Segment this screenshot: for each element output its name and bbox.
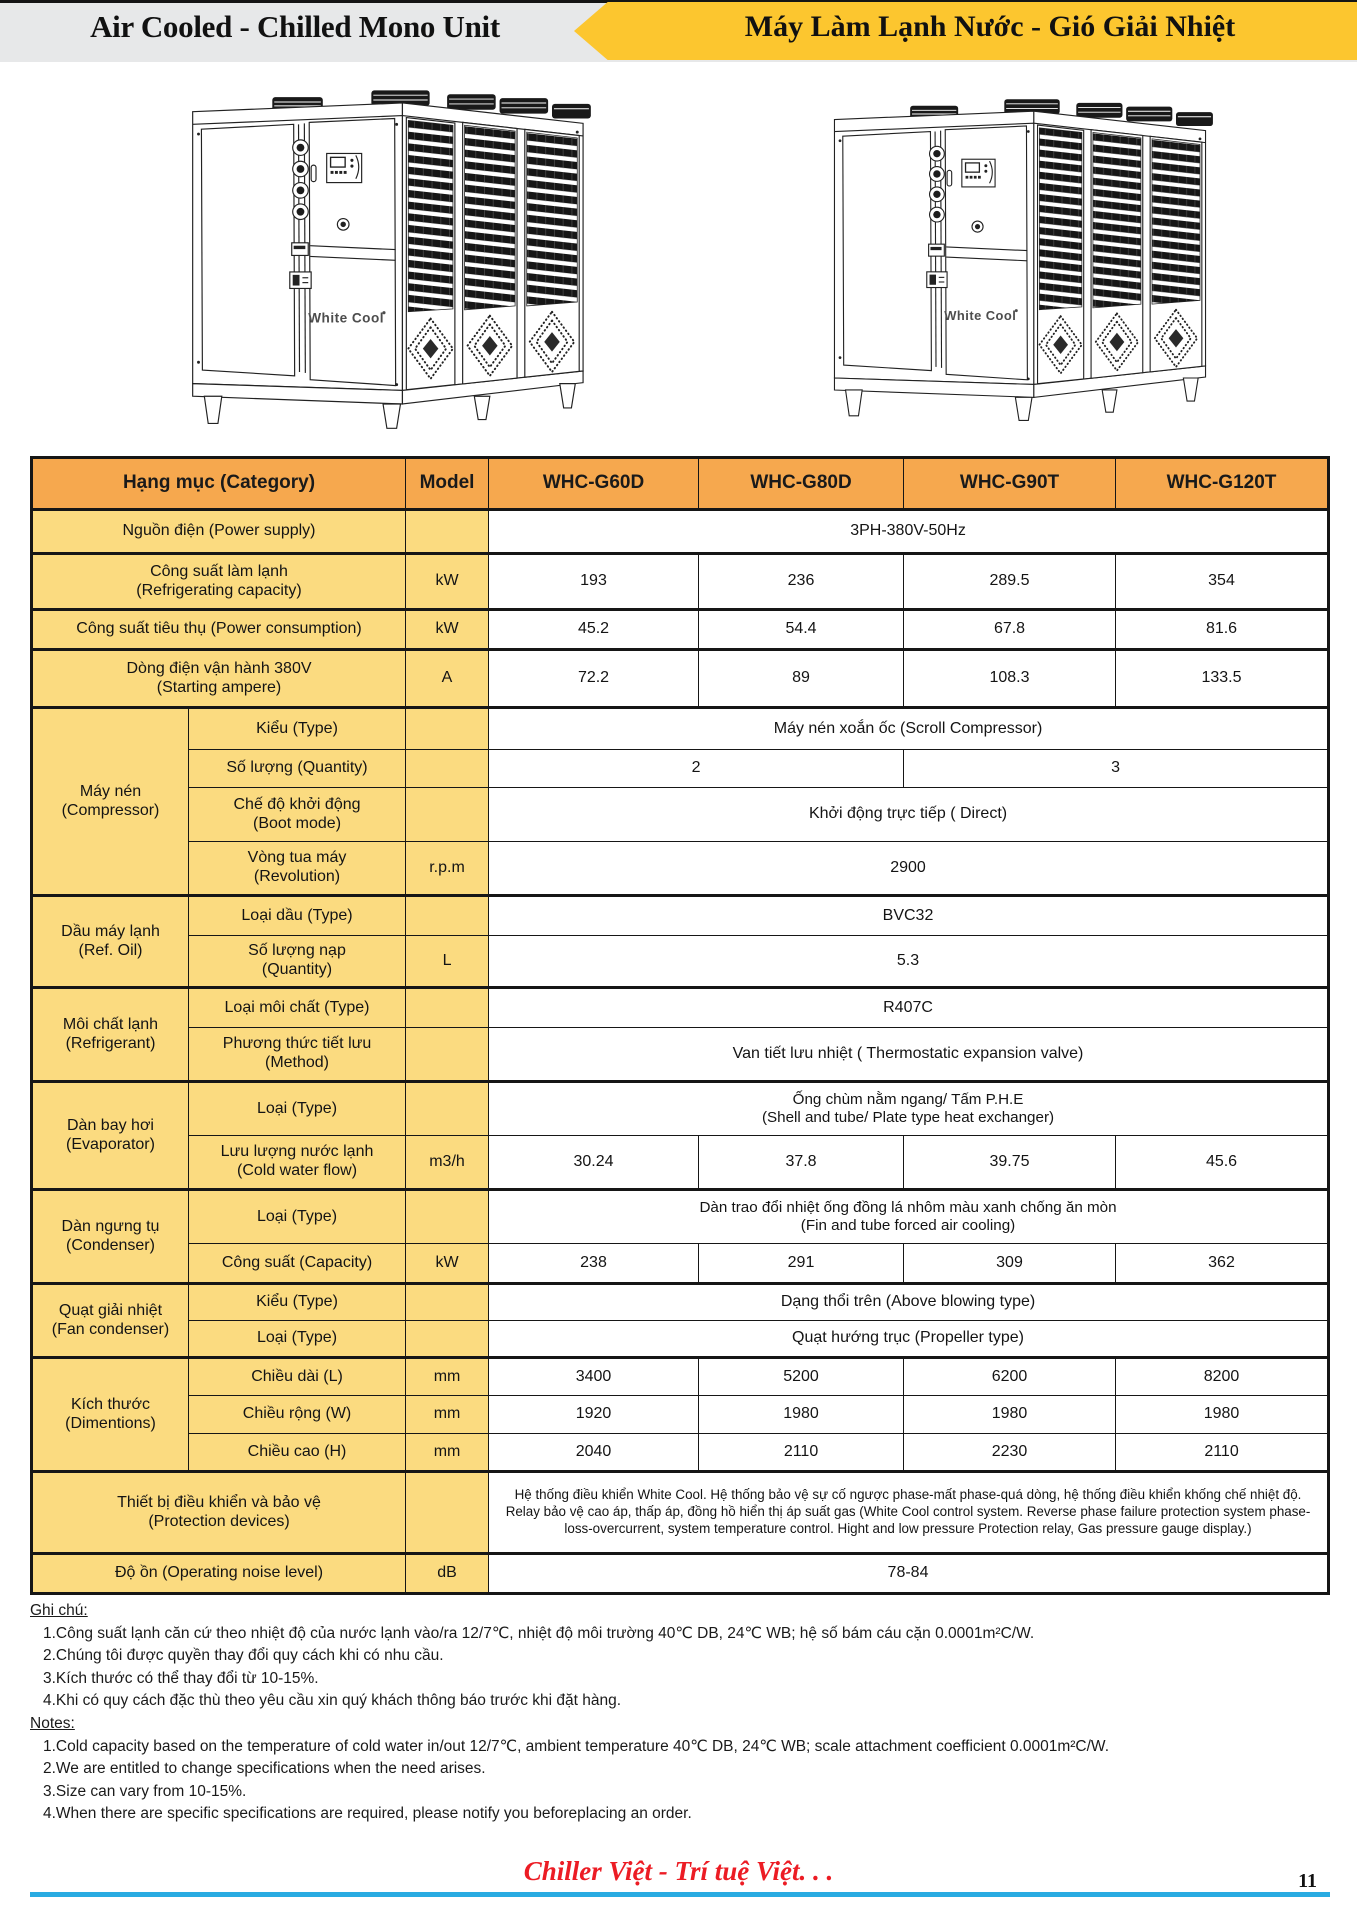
value-cell: 30.24 [489, 1136, 699, 1190]
row-label [32, 1472, 406, 1554]
group-label-refrigerant [32, 988, 189, 1082]
unit-cell [406, 896, 489, 936]
label-line: Môi chất lạnh [62, 1015, 159, 1033]
table-row [32, 1082, 1329, 1136]
row-label: Công suất (Capacity) [189, 1244, 406, 1284]
label-line: (Dimentions) [65, 1414, 156, 1432]
row-label [189, 1136, 406, 1190]
footer-slogan: Chiller Việt - Trí tuệ Việt. . . [523, 1856, 834, 1886]
row-label: Loại (Type) [189, 1321, 406, 1358]
column-header-model-3: WHC-G90T [904, 458, 1116, 510]
value-cell: 108.3 [904, 650, 1116, 708]
unit-cell: kW [406, 554, 489, 610]
value-cell: 2110 [1116, 1434, 1329, 1472]
value-cell: 3PH-380V-50Hz [489, 510, 1329, 554]
table-row [32, 510, 1329, 554]
row-label [189, 842, 406, 896]
value-cell: Van tiết lưu nhiệt ( Thermostatic expansion valve) [489, 1028, 1329, 1082]
value-line: Dàn trao đổi nhiệt ống đồng lá nhôm màu xanh chống ăn mòn [699, 1199, 1117, 1217]
value-cell: Máy nén xoắn ốc (Scroll Compressor) [489, 708, 1329, 750]
unit-cell [406, 750, 489, 788]
value-cell: 54.4 [699, 610, 904, 650]
note-item: 2.Chúng tôi được quyền thay đổi quy cách khi có nhu cầu. [43, 1647, 444, 1665]
table-row [32, 1358, 1329, 1396]
spec-table [30, 456, 1330, 1595]
label-line: (Boot mode) [252, 814, 342, 832]
label-line: Thiết bị điều khiển và bảo vệ [117, 1493, 321, 1511]
value-cell: 354 [1116, 554, 1329, 610]
table-row [32, 1321, 1329, 1358]
label-line: Dàn ngưng tụ [61, 1217, 160, 1235]
value-cell: 309 [904, 1244, 1116, 1284]
row-label: Loại dầu (Type) [189, 896, 406, 936]
value-cell: 2900 [489, 842, 1329, 896]
unit-cell: kW [406, 1244, 489, 1284]
value-cell: 193 [489, 554, 699, 610]
table-row [32, 1554, 1329, 1594]
unit-cell: kW [406, 610, 489, 650]
group-label-compressor [32, 708, 189, 896]
column-header-category: Hạng mục (Category) [32, 458, 406, 510]
row-label: Kiểu (Type) [189, 1284, 406, 1321]
unit-cell [406, 1028, 489, 1082]
value-line: (Fin and tube forced air cooling) [800, 1217, 1016, 1234]
notes-heading-vi: Ghi chú: [30, 1602, 88, 1619]
unit-cell: mm [406, 1358, 489, 1396]
value-cell: 72.2 [489, 650, 699, 708]
row-label: Kiểu (Type) [189, 708, 406, 750]
unit-cell [406, 708, 489, 750]
table-row [32, 1028, 1329, 1082]
notes-section [30, 1600, 1335, 1826]
unit-cell: mm [406, 1396, 489, 1434]
row-label: Loại (Type) [189, 1190, 406, 1244]
label-line: (Revolution) [253, 868, 341, 885]
row-label: Chiều dài (L) [189, 1358, 406, 1396]
unit-cell [406, 788, 489, 842]
page-number: 11 [1298, 1870, 1317, 1892]
row-label: Loại (Type) [189, 1082, 406, 1136]
table-row [32, 936, 1329, 988]
page-title-vietnamese: Máy Làm Lạnh Nước - Gió Giải Nhiệt [744, 10, 1236, 43]
label-line: Máy nén [79, 782, 142, 800]
row-label: Loại môi chất (Type) [189, 988, 406, 1028]
value-cell: 291 [699, 1244, 904, 1284]
column-header-model-1: WHC-G60D [489, 458, 699, 510]
table-header-row [32, 458, 1329, 510]
value-cell: Hệ thống điều khiển White Cool. Hệ thống bảo vệ sự cố ngược phase-mất phase-quá dòng, hệ thống điều khiển khống chế nhiệt độ. Relay bảo vệ cao áp, thấp áp, đồng hồ hiển thị áp suất gas (White Cool control system. Reverse phase failure protection system phase-loss-overcurrent, system temperature control. Hight and low pressure Protection relay, Gas pressure gauge display.) [489, 1472, 1329, 1554]
label-line: Quạt giải nhiệt [58, 1301, 163, 1319]
value-cell [489, 1190, 1329, 1244]
column-header-model: Model [406, 458, 489, 510]
value-cell: 1980 [904, 1396, 1116, 1434]
label-line: Dầu máy lạnh [61, 922, 160, 940]
label-line: Chế độ khởi động [233, 795, 361, 813]
unit-cell: L [406, 936, 489, 988]
spec-table-wrap [30, 456, 1330, 1595]
table-row [32, 650, 1329, 708]
value-cell: 238 [489, 1244, 699, 1284]
table-row [32, 1190, 1329, 1244]
value-cell: 2110 [699, 1434, 904, 1472]
note-item: 2.We are entitled to change specifications when the need arises. [43, 1760, 486, 1778]
value-cell [489, 1082, 1329, 1136]
unit-cell [406, 1472, 489, 1554]
value-cell: 133.5 [1116, 650, 1329, 708]
column-header-model-2: WHC-G80D [699, 458, 904, 510]
unit-cell [406, 1321, 489, 1358]
value-line: (Shell and tube/ Plate type heat exchanger) [761, 1109, 1055, 1126]
label-line: Công suất làm lạnh [150, 562, 288, 580]
label-line: (Condenser) [66, 1236, 155, 1254]
table-row [32, 1434, 1329, 1472]
value-cell: 45.6 [1116, 1136, 1329, 1190]
value-cell: 2040 [489, 1434, 699, 1472]
row-label: Số lượng (Quantity) [189, 750, 406, 788]
note-item: 4.Khi có quy cách đặc thù theo yêu cầu xin quý khách thông báo trước khi đặt hàng. [43, 1692, 622, 1710]
row-label [189, 936, 406, 988]
value-cell: Dạng thổi trên (Above blowing type) [489, 1284, 1329, 1321]
label-line: Phương thức tiết lưu [222, 1035, 372, 1053]
chiller-drawing-left [148, 68, 653, 429]
unit-cell [406, 1190, 489, 1244]
label-line: Dàn bay hơi [67, 1116, 154, 1134]
chiller-drawing-right [792, 78, 1272, 421]
value-cell: 3 [904, 750, 1329, 788]
value-cell: 289.5 [904, 554, 1116, 610]
label-line: (Fan condenser) [51, 1320, 170, 1338]
label-line: Lưu lượng nước lạnh [220, 1143, 374, 1161]
value-cell: 45.2 [489, 610, 699, 650]
table-row [32, 554, 1329, 610]
page-title-english: Air Cooled - Chilled Mono Unit [90, 9, 500, 44]
value-cell: 2230 [904, 1434, 1116, 1472]
unit-cell: r.p.m [406, 842, 489, 896]
note-item: 4.When there are specific specifications are required, please notify you beforeplacing an order. [43, 1805, 692, 1823]
value-cell: 3400 [489, 1358, 699, 1396]
notes-heading-en: Notes: [30, 1714, 75, 1732]
value-cell: R407C [489, 988, 1329, 1028]
value-cell: 1920 [489, 1396, 699, 1434]
unit-cell [406, 510, 489, 554]
row-label: Chiều rộng (W) [189, 1396, 406, 1434]
unit-cell [406, 1082, 489, 1136]
value-cell: 6200 [904, 1358, 1116, 1396]
table-row [32, 896, 1329, 936]
value-cell: 78-84 [489, 1554, 1329, 1594]
value-cell: 5200 [699, 1358, 904, 1396]
value-cell: 81.6 [1116, 610, 1329, 650]
value-cell: 1980 [1116, 1396, 1329, 1434]
note-item: 1.Công suất lạnh căn cứ theo nhiệt độ của nước lạnh vào/ra 12/7℃, nhiệt độ môi trường 40℃ DB, 24℃ WB; hệ số bám cáu cặn 0.0001m²C/W. [43, 1624, 1035, 1642]
table-row [32, 1396, 1329, 1434]
label-line: (Cold water flow) [236, 1162, 358, 1179]
table-row [32, 1136, 1329, 1190]
column-header-model-4: WHC-G120T [1116, 458, 1329, 510]
row-label: Độ ồn (Operating noise level) [32, 1554, 406, 1594]
footer-divider-line [30, 1892, 1330, 1897]
table-row [32, 1472, 1329, 1554]
row-label: Nguồn điện (Power supply) [32, 510, 406, 554]
value-cell: 89 [699, 650, 904, 708]
unit-cell: A [406, 650, 489, 708]
note-item: 3.Size can vary from 10-15%. [43, 1782, 247, 1800]
unit-cell: m3/h [406, 1136, 489, 1190]
value-cell: Khởi động trực tiếp ( Direct) [489, 788, 1329, 842]
unit-cell: dB [406, 1554, 489, 1594]
group-label-fan [32, 1284, 189, 1358]
label-line: Số lượng nạp [248, 942, 346, 960]
row-label: Công suất tiêu thụ (Power consumption) [32, 610, 406, 650]
table-row [32, 708, 1329, 750]
value-cell: BVC32 [489, 896, 1329, 936]
label-line: (Refrigerating capacity) [136, 581, 302, 599]
table-row [32, 750, 1329, 788]
note-item: 3.Kích thước có thể thay đổi từ 10-15%. [43, 1669, 319, 1687]
value-cell: 1980 [699, 1396, 904, 1434]
table-row [32, 842, 1329, 896]
label-line: Dòng điện vận hành 380V [126, 659, 312, 677]
value-cell: 5.3 [489, 936, 1329, 988]
value-cell: 67.8 [904, 610, 1116, 650]
value-cell: 236 [699, 554, 904, 610]
label-line: (Ref. Oil) [78, 941, 143, 959]
unit-cell [406, 988, 489, 1028]
table-row [32, 610, 1329, 650]
label-line: Kích thước [70, 1395, 150, 1413]
group-label-dimensions [32, 1358, 189, 1472]
unit-cell: mm [406, 1434, 489, 1472]
value-cell: 39.75 [904, 1136, 1116, 1190]
label-line: (Compressor) [61, 801, 160, 819]
row-label [32, 554, 406, 610]
group-label-evaporator [32, 1082, 189, 1190]
value-cell: 2 [489, 750, 904, 788]
note-item: 1.Cold capacity based on the temperature of cold water in/out 12/7℃, ambient temperature 40℃ DB, 24℃ WB; scale attachment coefficient 0.0001m²C/W. [43, 1737, 1110, 1755]
label-line: (Refrigerant) [65, 1034, 156, 1052]
value-cell: 362 [1116, 1244, 1329, 1284]
row-label: Chiều cao (H) [189, 1434, 406, 1472]
label-line: (Method) [264, 1054, 330, 1071]
table-row [32, 788, 1329, 842]
table-row [32, 1284, 1329, 1321]
value-line: Ống chùm nằm ngang/ Tấm P.H.E [792, 1091, 1024, 1109]
row-label [189, 1028, 406, 1082]
table-row [32, 1244, 1329, 1284]
table-row [32, 988, 1329, 1028]
label-line: (Starting ampere) [156, 678, 282, 696]
label-line: (Protection devices) [148, 1512, 290, 1530]
label-line: (Evaporator) [66, 1135, 155, 1153]
label-line: Vòng tua máy [247, 849, 347, 867]
unit-cell [406, 1284, 489, 1321]
value-cell: 37.8 [699, 1136, 904, 1190]
label-line: (Quantity) [261, 961, 333, 978]
group-label-ref-oil [32, 896, 189, 988]
group-label-condenser [32, 1190, 189, 1284]
row-label [32, 650, 406, 708]
value-cell: Quạt hướng trục (Propeller type) [489, 1321, 1329, 1358]
value-cell: 8200 [1116, 1358, 1329, 1396]
row-label [189, 788, 406, 842]
